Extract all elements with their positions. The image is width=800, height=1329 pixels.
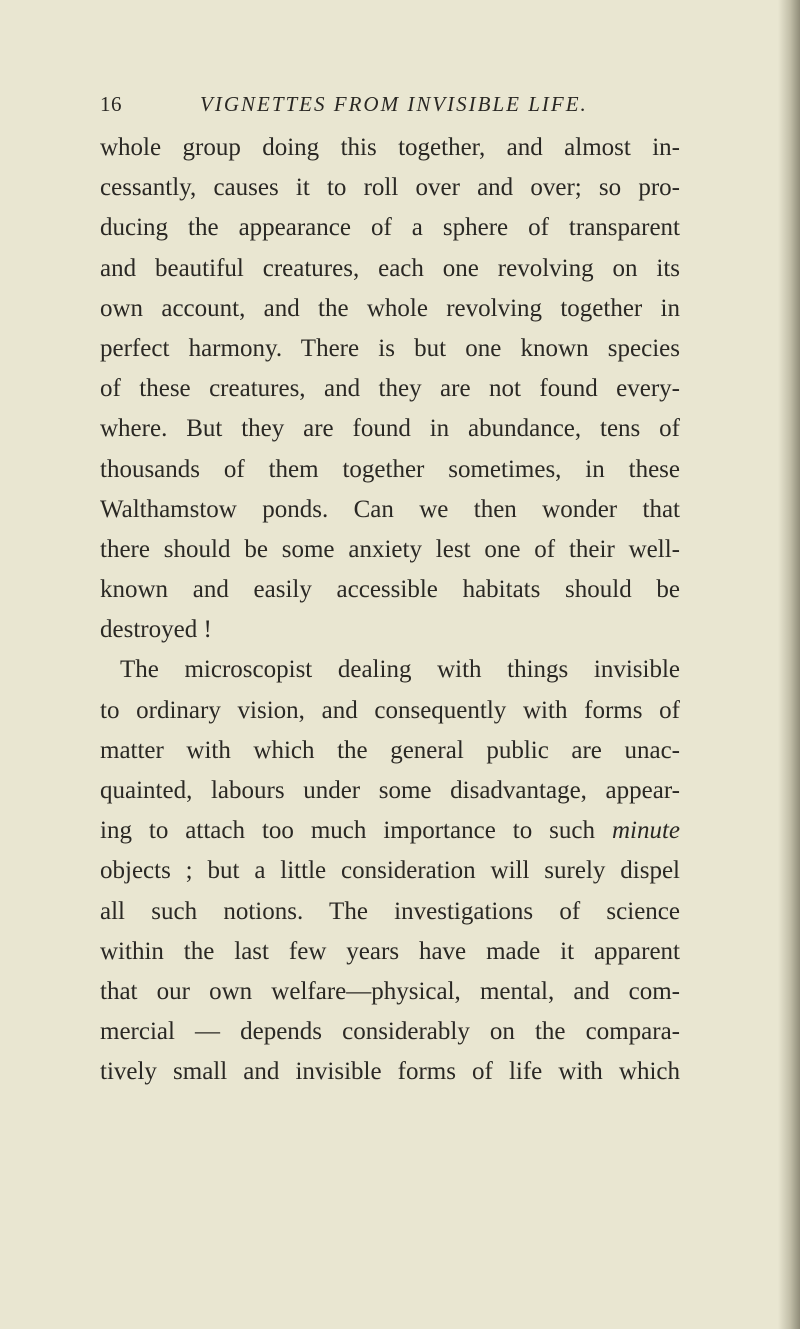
paragraph — [100, 650, 680, 1092]
paragraph — [100, 128, 680, 650]
text-line: to ordinary vision, and consequently with forms of — [100, 696, 680, 724]
text-line: within the last few years have made it apparent — [100, 937, 680, 965]
body-text — [100, 128, 680, 1093]
text-line: known and easily accessible habitats should be — [100, 576, 680, 604]
text-line: that our own welfare—physical, mental, and com- — [100, 977, 680, 1005]
text-line: tively small and invisible forms of life with which — [100, 1058, 680, 1086]
text-line: quainted, labours under some disadvantage, appear- — [100, 777, 680, 804]
text-line: mercial — depends considerably on the compara- — [100, 1018, 680, 1046]
text-line: and beautiful creatures, each one revolving on its — [100, 254, 680, 282]
running-title: VIGNETTES FROM INVISIBLE LIFE. — [200, 92, 588, 116]
text-line: all such notions. The investigations of science — [100, 897, 680, 925]
text-line: Walthamstow ponds. Can we then wonder that — [100, 495, 680, 523]
text-line: perfect harmony. There is but one known species — [100, 334, 680, 362]
text-line: ducing the appearance of a sphere of transparent — [100, 214, 680, 242]
text-line: The microscopist dealing with things invisible — [120, 656, 680, 684]
page-header — [100, 92, 700, 122]
text-line: where. But they are found in abundance, tens of — [100, 415, 680, 443]
text-line: there should be some anxiety lest one of their well- — [100, 535, 680, 563]
text-line: whole group doing this together, and almost in- — [100, 134, 680, 161]
text-line — [100, 811, 680, 851]
text-span: ing to attach too much importance to such — [100, 817, 595, 845]
text-line: objects ; but a little consideration will surely dispel — [100, 857, 680, 885]
text-line: own account, and the whole revolving together in — [100, 294, 680, 322]
text-line: matter with which the general public are unac- — [100, 736, 680, 764]
italic-word: minute — [611, 817, 680, 845]
page-number: 16 — [100, 92, 122, 116]
text-line: destroyed ! — [100, 616, 212, 644]
text-line: of these creatures, and they are not found every- — [100, 375, 680, 403]
text-line: thousands of them together sometimes, in these — [100, 455, 680, 483]
text-line: cessantly, causes it to roll over and over; so pro- — [100, 174, 680, 202]
page-edge-shadow — [778, 0, 800, 1329]
